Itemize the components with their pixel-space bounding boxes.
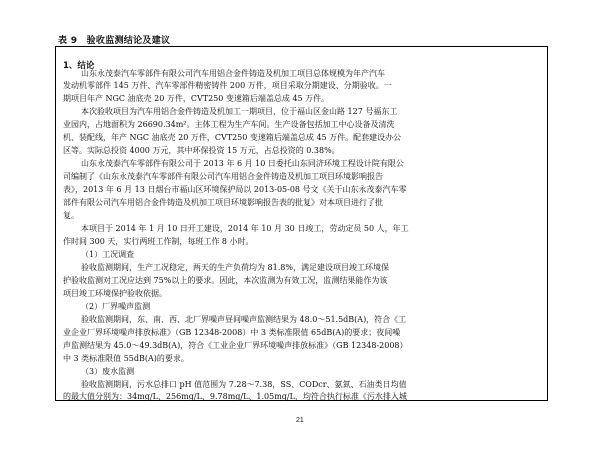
section-heading: 1、结论 (63, 61, 95, 71)
subsection-heading: （2）厂界噪声监测 (81, 302, 151, 311)
body-line: 复。 (63, 211, 79, 220)
page-number: 21 (296, 417, 304, 424)
body-line: 项目竣工环境保护验收依据。 (63, 289, 167, 298)
body-line: 验收监测期间，污水总排口 pH 值范围为 7.28～7.38，SS、CODcr、氨氮、石油类日均值 (81, 380, 407, 389)
body-line: 护验收监测对工况应达到 75%以上的要求。因此，本次监测为有效工况，监测结果能作为该 (63, 276, 388, 285)
body-line: 本项目于 2014 年 1 月 10 日开工建设，2014 年 10 月 30 日竣工，劳动定员 50 人，年工 (81, 224, 409, 233)
body-line: 司编制了《山东永茂泰汽车零部件有限公司汽车用铝合金件铸造及机加工项目环境影响报告 (63, 172, 383, 181)
subsection-heading: （3）废水监测 (81, 367, 135, 376)
body-line: 作时间 300 天，实行两班工作制，每班工作 8 小时。 (63, 237, 254, 246)
body-line: 验收监测期间，东、南、西、北厂界噪声昼间噪声监测结果为 48.0～51.5dB(A)，符合《工 (81, 315, 407, 324)
body-line: 表》，2013 年 6 月 13 日烟台市福山区环境保护局以 2013-05-08 号文《关于山东永茂泰汽车零 (63, 185, 407, 194)
body-line: 区等。实际总投资 4000 万元，其中环保投资 15 万元，占总投资的 0.38%。 (63, 146, 340, 155)
body-line: 本次验收项目为汽车用铝合金件铸造及机加工一期项目，位于福山区金山路 127 号福东工 (81, 107, 398, 116)
body-line: 发动机零部件 145 万件、汽车零部件精密铸件 200 万件，项目采取分期建设、分期验收。一 (63, 81, 392, 90)
body-line: 中 3 类标准限值 55dB(A)的要求。 (63, 354, 189, 363)
body-line: 山东永茂泰汽车零部件有限公司汽车用铝合金件铸造及机加工项目总体规模为年产汽车 (81, 69, 385, 78)
body-line: 期项目年产 NGC 油底壳 20 万件，CVT250 变速箱后端盖总成 45 万件。 (63, 94, 330, 103)
body-line: 部件有限公司汽车用铝合金件铸造及机加工项目环境影响报告表的批复》对本项目进行了批 (63, 198, 383, 207)
body-line: 验收监测期间，生产工况稳定，两天的生产负荷均为 81.8%，满足建设项目竣工环境保 (81, 263, 389, 272)
subsection-heading: （1）工况调查 (81, 250, 135, 259)
body-line: 机、装配线，年产 NGC 油底壳 20 万件，CVT250 变速箱后端盖总成 45 万件。配套建设办公 (63, 133, 402, 142)
body-line: 业园内，占地面积为 26690.34m²。主体工程为生产车间。生产设备包括加工中心设备及清洗 (63, 120, 395, 129)
table-title: 表 9 验收监测结论及建议 (58, 36, 171, 46)
body-line: 业企业厂界环境噪声排放标准》（GB 12348-2008）中 3 类标准限值 65dB(A)的要求；夜间噪 (63, 328, 401, 337)
body-line: 声监测结果为 45.0～49.3dB(A)，符合《工业企业厂界环境噪声排放标准》（GB 12348-2008） (63, 341, 408, 350)
body-line: 的最大值分别为：34mg/L、256mg/L、9.78mg/L、1.05mg/L，均符合执行标准《污水排入城 (63, 392, 407, 401)
body-line: 山东永茂泰汽车零部件有限公司于 2013 年 6 月 10 日委托山东同济环境工程设计院有限公 (81, 159, 404, 168)
